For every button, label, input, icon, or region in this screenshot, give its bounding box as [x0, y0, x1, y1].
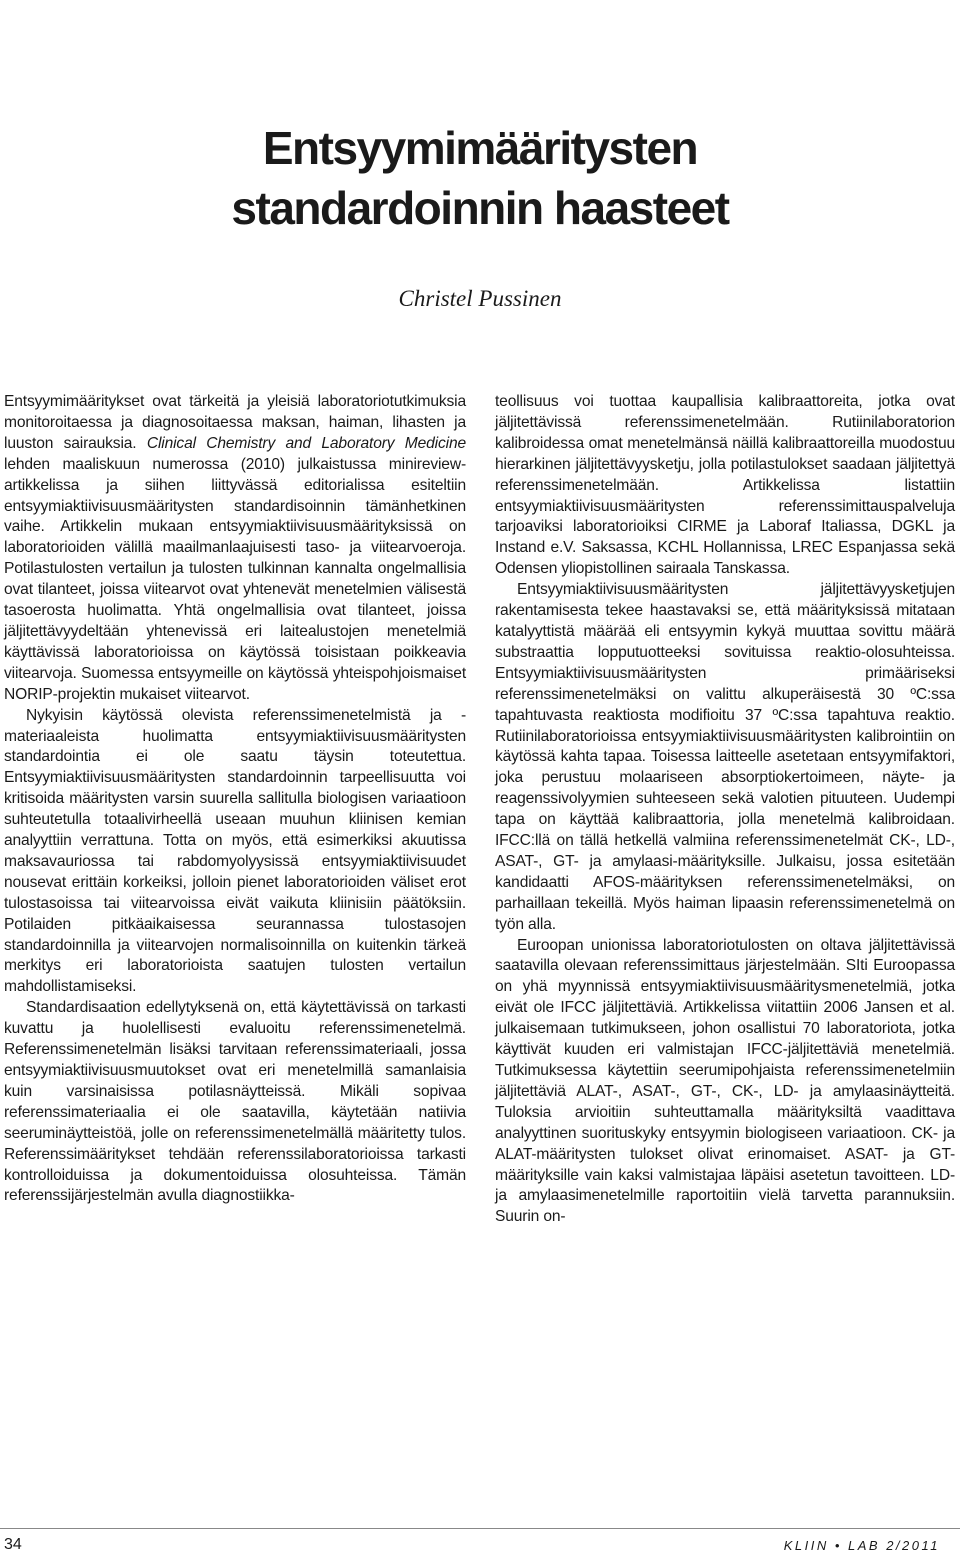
- left-paragraph-3: Standardisaation edellytyksenä on, että käytettävissä on tarkasti kuvattu ja huolellisesti evaluoitu referenssimenetelmä. Referenssimenetelmän lisäksi tarvitaan referenssimateriaali, jossa entsyymiaktiivisuusmuutokset ovat eri menetelmillä samanlaisia kuin varsinaisissa potilasnäytteissä. Mikäli sopivaa referenssimateriaalia ei ole saatavilla, käytetään natiivia seeruminäytteistöä, jolle on referenssimenetelmällä määritetty tulos. Referenssimääritykset tehdään referenssilaboratorioissa tarkasti kontrolloiduissa ja dokumentoiduissa olosuhteissa. Tämän referenssijärjestelmän avulla diagnostiikka-: [4, 999, 466, 1205]
- left-p1-text-a: Entsyymimääritykset ovat tärkeitä ja yleisiä laboratoriotutkimuksia monitoroitaessa ja diagnosoitaessa maksan, haiman, lihasten ja luuston sairauksia.: [4, 393, 466, 452]
- right-paragraph-3: Euroopan unionissa laboratoriotulosten on oltava jäljitettävissä saatavilla olevaan referenssimittaus järjestelmään. SIti Euroopassa on yhä myynnissä entsyymiaktiivisuusmääritysmenetelmiä, jotka eivät ole IFCC jäljitettäviä. Artikkelissa viitattiin 2006 Jansen et al. julkaisemaan tutkimukseen, johon osallistui 70 laboratoriota, jotka käyttivät kuuden eri valmistajan IFCC-jäljitettäviä menetelmiä. Tutkimuksessa käytettiin seerumipohjaista referenssimenetelmiin jäljitettäviä ALAT-, ASAT-, GT-, CK-, LD- ja amylaasinäytteitä. Tuloksia arvioitiin suhteuttamalla määrityksiltä vaadittava analyyttinen suorituskyky entsyymin biologiseen variaatioon. CK- ja ALAT-määritysten tulokset olivat erinomaiset. ASAT- ja GT- määrityksille vain kaksi valmistajaa läpäisi asetetun tavoitteen. LD- ja amylaasimenetelmille raportoitiin vielä tarvetta parannuksiin. Suurin on-: [495, 936, 955, 1226]
- footer-divider: [0, 1528, 960, 1529]
- left-paragraph-2: Nykyisin käytössä olevista referenssimenetelmistä ja -materiaaleista huolimatta entsyymiaktiivisuusmääritysten standardointia ei ole saatu täysin toteutettua. Entsyymiaktiivisuusmääritysten standardoinnin tarpeellisuutta voi kritisoida määritysten varsin suurella sallitulla biologisen variaatioon suhteutetulla totaalivirheellä useaan muuhun kliinisen kemian analyyttiin verrattuna. Totta on myös, että esimerkiksi akuutissa maksavauriossa tai rabdomyolyysissä entsyymiaktiivisuudet nousevat erittäin korkeiksi, jolloin pienet laboratorioiden väliset erot tulostasoissa tai viitearvoissa eivät vaikuta kliinisiin päätöksiin. Potilaiden pitkäaikaisessa seurannassa tulostasojen standardoinnilla ja viitearvojen normalisoinnilla on kuitenkin tärkeä merkitys eri laboratorioista saatujen tulosten vertailun mahdollistamiseksi.: [4, 706, 466, 996]
- title-line-1: Entsyymimääritysten: [262, 122, 698, 174]
- author-name: Christel Pussinen: [398, 286, 562, 311]
- page-number: 34: [4, 1536, 22, 1553]
- article-title: [0, 118, 960, 238]
- left-paragraph-1: [4, 392, 466, 706]
- journal-issue: KLIIN • LAB 2/2011: [783, 1538, 940, 1553]
- title-line-2: standardoinnin haasteet: [231, 182, 729, 234]
- left-column: [4, 392, 466, 1207]
- left-p1-text-b: lehden maaliskuun numerossa (2010) julkaistussa minireview-artikkelissa ja siihen liittyvässä editorialissa esiteltiin entsyymiaktiivisuusmääritysten standardisoinnin tämänhetkinen vaihe. Artikkelin mukaan entsyymiaktiivisuusmäärityksissä on laboratorioiden välillä maailmanlaajuisesti taso- ja viitearvoeroja. Potilastulosten vertailun ja tulosten tulkinnan kannalta ongelmallisia ovat tilanteet, joissa viitearvot ovat yhtenevät menetelmien välisestä tasoerosta huolimatta. Yhtä ongelmallisia ovat tilanteet, joissa jäljitettävyydeltään yhtenevissä eri laitealustojen menetelmiä käyttävissä laboratorioissa on käytössä toisistaan poikkeavia viitearvoja. Suomessa entsyymeille on käytössä yhteispohjoismaiset NORIP-projektin mukaiset viitearvot.: [4, 455, 466, 703]
- right-paragraph-2: Entsyymiaktiivisuusmääritysten jäljitettävyysketjujen rakentamisesta tekee haastavaksi se, että määrityksissä mitataan katalyyttistä määrää eli entsyymin kykyä muuttaa sovittu määrä substraattia lopputuotteeksi sovituissa reaktio-olosuhteissa. Entsyymiaktiivisuusmääritysten primääriseksi referenssimenetelmäksi on valittu alkuperäisestä 30 ºC:ssa tapahtuvasta reaktiosta modifioitu 37 ºC:ssa tapahtuva reaktio. Rutiinilaboratorioissa entsyymiaktiivisuusmääritysten kalibrointiin on käytössä kahta tapaa. Toisessa laitteelle asetetaan entsyymifaktori, joka perustuu molaariseen absorptiokertoimeen, näyte- ja reagenssivolyymien suhteeseen sekä valotien pituuteen. Uudempi tapa on käyttää kalibraattoria, jolla menetelmä kalibroidaan. IFCC:llä on tällä hetkellä valmiina referenssimenetelmät CK-, LD-, ASAT-, GT- ja amylaasi-määrityksille. Julkaisu, jossa esitetään kandidaatti AFOS-määrityksen referenssimenetelmäksi, on parhaillaan tekeillä. Myös haiman lipaasin referenssimenetelmä on työn alla.: [495, 581, 955, 933]
- right-column: [495, 392, 955, 1228]
- journal-citation: Clinical Chemistry and Laboratory Medicine: [146, 434, 466, 452]
- right-paragraph-1: teollisuus voi tuottaa kaupallisia kalibraattoreita, jotka ovat jäljitettävissä referenssimenetelmään. Rutiinilaboratorion kalibroidessa omat menetelmänsä näillä kalibraattoreilla muodostuu hierarkinen jäljitettävyysketju, jolla potilastulokset saadaan jäljitettyä referenssimenetelmään. Artikkelissa listattiin entsyymiaktiivisuusmääritysten referenssimittauspalveluja tarjoaviksi laboratorioiksi CIRME ja Laboraf Italiassa, DGKL ja Instand e.V. Saksassa, KCHL Hollannissa, LREC Espanjassa sekä Odensen yliopistollinen sairaala Tanskassa.: [495, 393, 955, 578]
